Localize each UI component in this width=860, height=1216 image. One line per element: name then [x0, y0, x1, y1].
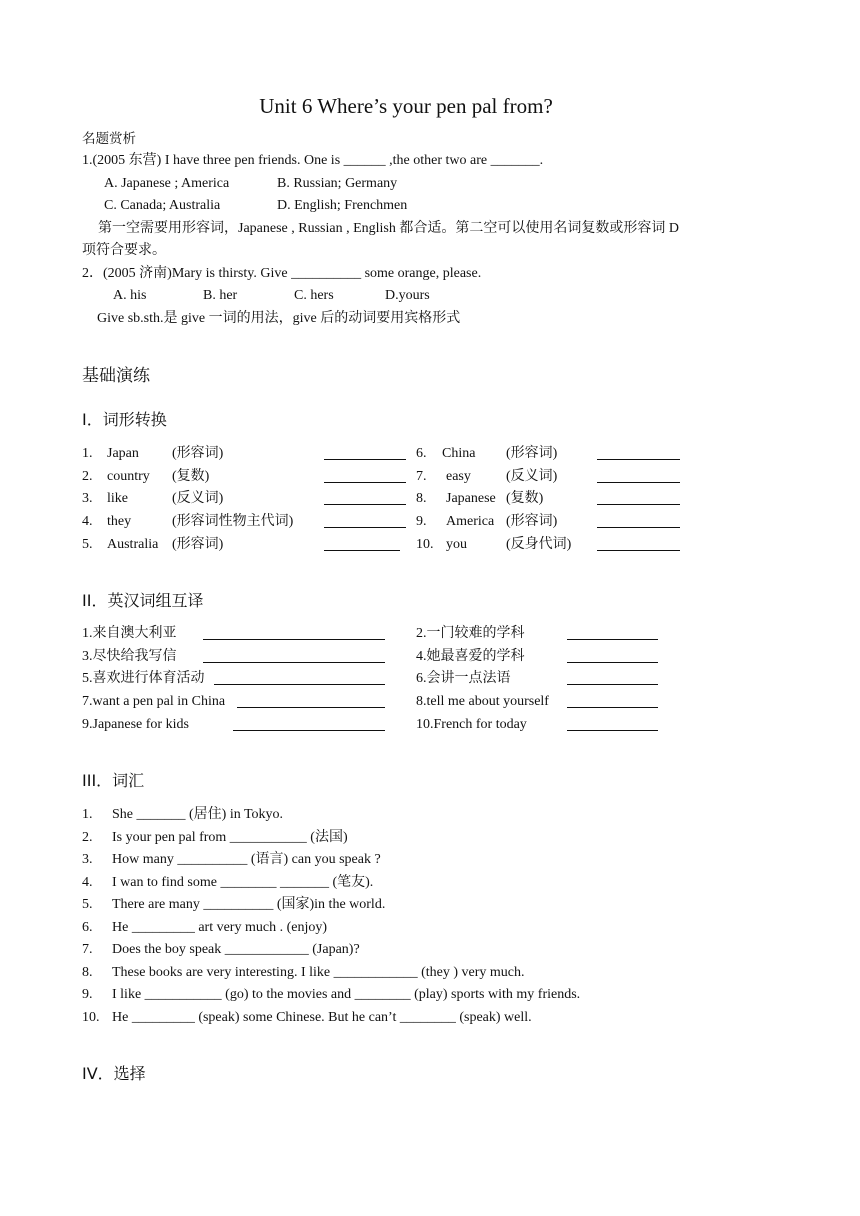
section-3-heading: III．词汇: [82, 771, 145, 790]
answer-blank[interactable]: [203, 625, 385, 640]
analysis-q2-option-d: D.yours: [385, 288, 430, 303]
vocab-sentence: These books are very interesting. I like ____________ (they ) very much.: [112, 965, 525, 980]
answer-blank[interactable]: [214, 670, 385, 685]
analysis-q2-explanation: Give sb.sth.是 give 一词的用法，give 后的动词要用宾格形式: [97, 311, 461, 326]
item-number: 6.: [416, 446, 427, 461]
analysis-q1-explanation: 第一空需要用形容词，Japanese , Russian , English 都合适。第二空可以使用名词复数或形容词 D: [98, 221, 679, 236]
answer-blank[interactable]: [597, 513, 680, 528]
analysis-q2-option-b: B. her: [203, 288, 238, 303]
vocab-sentence: I like ___________ (go) to the movies and ________ (play) sports with my friends.: [112, 987, 581, 1002]
analysis-q2-option-a: A. his: [113, 288, 147, 303]
vocab-sentence: I wan to find some ________ _______ (笔友).: [112, 875, 374, 890]
analysis-q1-option-d: D. English; Frenchmen: [277, 198, 408, 213]
vocab-sentence: He _________ art very much . (enjoy): [112, 920, 327, 935]
analysis-q2-option-c: C. hers: [294, 288, 334, 303]
vocab-sentence: Does the boy speak ____________ (Japan)?: [112, 942, 360, 957]
answer-blank[interactable]: [567, 716, 658, 731]
item-number: 10.: [82, 1010, 100, 1025]
item-number: 3.: [82, 852, 93, 867]
answer-blank[interactable]: [324, 536, 400, 551]
phrase-right: 2.一门较难的学科: [416, 626, 525, 641]
analysis-q1-explanation-cont: 项符合要求。: [82, 243, 166, 258]
phrase-left: 3.尽快给我写信: [82, 649, 177, 664]
vocab-sentence: She _______ (居住) in Tokyo.: [112, 807, 284, 822]
analysis-q2-stem: 2．(2005 济南)Mary is thirsty. Give __________ some orange, please.: [82, 266, 482, 281]
answer-blank[interactable]: [567, 670, 658, 685]
item-number: 4.: [82, 875, 93, 890]
item-word: you: [446, 537, 467, 552]
item-hint: (反义词): [506, 469, 558, 484]
item-hint: (形容词): [506, 514, 558, 529]
item-word: Australia: [107, 537, 159, 552]
phrase-right: 8.tell me about yourself: [416, 694, 549, 709]
item-hint: (反身代词): [506, 537, 572, 552]
analysis-q1-option-b: B. Russian; Germany: [277, 176, 398, 191]
answer-blank[interactable]: [597, 490, 680, 505]
answer-blank[interactable]: [597, 536, 680, 551]
item-word: Japan: [107, 446, 139, 461]
item-hint: (复数): [172, 469, 210, 484]
item-word: China: [442, 446, 476, 461]
answer-blank[interactable]: [324, 490, 406, 505]
item-number: 3.: [82, 491, 93, 506]
item-number: 6.: [82, 920, 93, 935]
item-hint: (形容词): [506, 446, 558, 461]
phrase-left: 5.喜欢进行体育活动: [82, 671, 205, 686]
item-hint: (复数): [506, 491, 544, 506]
item-word: like: [107, 491, 128, 506]
answer-blank[interactable]: [324, 445, 406, 460]
item-number: 5.: [82, 537, 93, 552]
answer-blank[interactable]: [567, 693, 658, 708]
vocab-sentence: He _________ (speak) some Chinese. But he can’t ________ (speak) well.: [112, 1010, 532, 1025]
item-word: country: [107, 469, 150, 484]
section-1-heading: I．词形转换: [82, 410, 167, 429]
item-word: easy: [446, 469, 471, 484]
item-number: 4.: [82, 514, 93, 529]
phrase-left: 1.来自澳大利亚: [82, 626, 177, 641]
item-hint: (反义词): [172, 491, 224, 506]
item-word: Japanese: [446, 491, 496, 506]
phrase-right: 6.会讲一点法语: [416, 671, 511, 686]
item-number: 9.: [82, 987, 93, 1002]
answer-blank[interactable]: [233, 716, 385, 731]
phrase-left: 9.Japanese for kids: [82, 717, 189, 732]
item-number: 2.: [82, 830, 93, 845]
phrase-right: 4.她最喜爱的学科: [416, 649, 525, 664]
item-hint: (形容词): [172, 446, 224, 461]
answer-blank[interactable]: [324, 468, 406, 483]
analysis-q1-stem: 1.(2005 东营) I have three pen friends. One is ______ ,the other two are _______.: [82, 153, 544, 168]
analysis-q1-option-a: A. Japanese ; America: [104, 176, 230, 191]
answer-blank[interactable]: [203, 648, 385, 663]
item-word: America: [446, 514, 495, 529]
item-number: 1.: [82, 807, 93, 822]
item-hint: (形容词): [172, 537, 224, 552]
practice-heading: 基础演练: [82, 366, 150, 386]
answer-blank[interactable]: [597, 445, 680, 460]
vocab-sentence: How many __________ (语言) can you speak ?: [112, 852, 381, 867]
page-title: Unit 6 Where’s your pen pal from?: [259, 94, 553, 118]
section-2-heading: II．英汉词组互译: [82, 591, 204, 610]
item-word: they: [107, 514, 132, 529]
vocab-sentence: Is your pen pal from ___________ (法国): [112, 830, 348, 845]
phrase-right: 10.French for today: [416, 717, 527, 732]
answer-blank[interactable]: [567, 625, 658, 640]
item-hint: (形容词性物主代词): [172, 514, 294, 529]
item-number: 1.: [82, 446, 93, 461]
section-4-heading: IV．选择: [82, 1064, 146, 1083]
analysis-q1-option-c: C. Canada; Australia: [104, 198, 221, 213]
item-number: 9.: [416, 514, 427, 529]
answer-blank[interactable]: [597, 468, 680, 483]
item-number: 7.: [416, 469, 427, 484]
answer-blank[interactable]: [324, 513, 406, 528]
answer-blank[interactable]: [237, 693, 385, 708]
item-number: 2.: [82, 469, 93, 484]
answer-blank[interactable]: [567, 648, 658, 663]
analysis-heading: 名题赏析: [82, 131, 136, 147]
item-number: 7.: [82, 942, 93, 957]
vocab-sentence: There are many __________ (国家)in the world.: [112, 897, 386, 912]
item-number: 10.: [416, 537, 434, 552]
item-number: 5.: [82, 897, 93, 912]
item-number: 8.: [82, 965, 93, 980]
phrase-left: 7.want a pen pal in China: [82, 694, 226, 709]
item-number: 8.: [416, 491, 427, 506]
